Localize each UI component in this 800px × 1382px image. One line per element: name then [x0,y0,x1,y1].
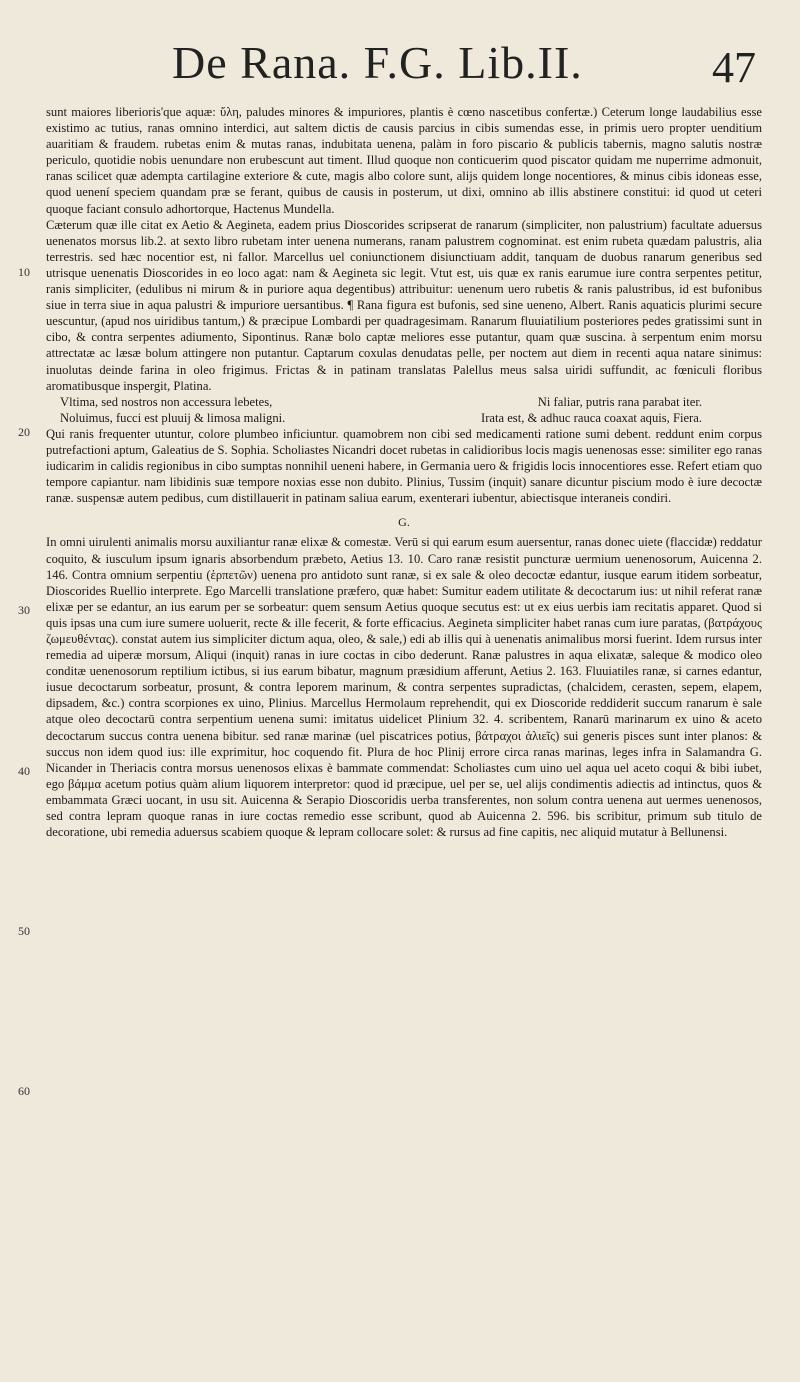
margin-line-number: 50 [18,924,30,938]
verse-right: Irata est, & adhuc rauca coaxat aquis, Fiera. [481,410,702,425]
paragraph: sunt maiores liberioris'que aquæ: ὕλη, paludes minores & impuriores, plantis è cœno nascetibus confertæ.) Ceterum longe laudabilius esse existimo ac tutius, ranas omnino interdici, aut saltem dictis de causis parcius in cibis sumendas esse, in primis uero propter uenditium auaritiam & fraudem. rubetas enim & mutas ranas, indubitata uenena, palàm in foro piscario & publicis tabernis, magno salutis nostræ periculo, quotidie nobis uenundare non erubescunt aut timent. Illud quoque non conticuerim quod piscator quidam me nuperrime admonuit, ranas scilicet quæ adempta cartilagine exteriore & cute, magis albo colore sunt, alijs quidem longe nocentiores, & minus cibis idoneas esse, quod uenení speciem quandam præ se ferant, quibus de causis in posterum, ut dixi, omnino ab illis abstinere constitui: id quod ut ceteri quoque faciant consulo adhortorque, Hactenus Mundella. [46,105,762,216]
body-text [46,104,762,840]
paragraph: Cæterum quæ ille citat ex Aetio & Aegineta, eadem prius Dioscorides scripserat de ranarum (simpliciter, non palustrium) facultate aduersus uenenatos morsus lib.2. at sexto libro rubetam inter uenena numerans, ranam palustrem cognominat. est enim rubeta quædam palustris, alia terrestris. sed hæc nocentior est, ni fallor. Marcellus uel coniunctionem disiunctiuam addit, tanquam de duobus ranarum generibus sed utrisque uenenatis Dioscorides in eo loco agat: nam & Aegineta sic legit. Vtut est, uis quæ ex ranis earumue iure contra serpentes petitur, ranis simpliciter, (edulibus ni mirum & in puriore aqua degentibus) attribuitur: uenenum uero rubetis & ranis palustribus, id est bufonibus siue in terra siue in aqua palustri & impuriore uersantibus. ¶ Rana figura est bufonis, sed sine ueneno, Albert. Ranis aquaticis plurimi secure uescuntur, (apud nos uiridibus tantum,) & præcipue Lombardi per quadragesimam. Ranarum fluuiatilium posteriores pedes gratissimi sunt in cibo, & contra serpentes adiumento, Sipontinus. Ranæ bolo captæ meliores esse putantur, quam quæ suscina. à serpentum enim morsu attrectatæ ac læsæ bolum attingere non putantur. Captarum coxulas denudatas pelle, per noctem aut diem in recenti aqua natare sinimus: inuolutas deinde farina in oleo frigimus. Frictas & in patinam translatas Palellus meus salsa uiridi suffundit, ac fœniculi floribus aromatibusque inspergit, Platina. [46,217,762,393]
running-title: De Rana. F.G. Lib.II. [172,37,583,88]
paragraph: Qui ranis frequenter utuntur, colore plumbeo inficiuntur. quamobrem non cibi sed medicamenti ratione sumi debent. reddunt enim corpus putrefactioni aptum, Galeatius de S. Sophia. Scholiastes Nicandri docet rubetas in calidioribus locis magis uenenosas esse: similiter ego ranas iudicarim in calidis regionibus in cibo sumptas nonnihil ueneni habere, in Germania uero & frigidis locis innocentiores esse. Refert etiam quo tempore capiantur. nam libidinis suæ tempore noxias esse non dubito. Plinius, Tussim (inquit) sanare dicuntur piscium modo è iure decoctæ ranæ. suspensæ autem pedibus, cum distillauerit in patinam saliua earum, exenterari iubentur, abiectisque interaneis condiri. [46,426,762,506]
verse-left: Noluimus, fucci est pluuij & limosa maligni. [60,410,286,425]
margin-line-number: 20 [18,425,30,439]
section-letter: G. [398,515,410,530]
verse-left: Vltima, sed nostros non accessura lebetes, [60,394,273,409]
verse-line [46,410,762,426]
margin-line-number: 30 [18,603,30,617]
margin-line-number: 60 [18,1084,30,1098]
paragraph: In omni uirulenti animalis morsu auxiliantur ranæ elixæ & comestæ. Verū si qui earum esum auersentur, ranas donec uiete (flaccidæ) reddatur coquito, & iusculum ipsum ignaris absorbendum præbeto, Aetius 13. 10. Caro ranæ resistit puncturæ uermium uenenosorum, Auicenna 2. 146. Contra omnium serpentiu (ἑρπετῶν) uenena pro antidoto sunt ranæ, si ex sale & oleo decoctæ edantur, iusque earum itidem sorbeatur, Dioscorides Ruellio interprete. Ego Marcelli translatione præfero, quæ habet: Sumitur eadem utilitate & decoctarum ius: ut nihil referat ranæ elixæ per se edantur, an ius earum per se sorbeatur: quem sensum Aetius quoque secutus est: ut ex eius uerbis iam recitatis apparet. Quod si quis ipsas una cum iure sumere uoluerit, recte & ille fecerit, & forte efficacius. Aegineta simpliciter habet ranas cum iure paratas, (βατράχους ζωμευθέντας). constat autem ius simpliciter dictum aqua, oleo, & sale,) edi ab illis qui à uenenatis animalibus morsi fuerint. Idem rursus inter remedia ad uiperæ morsum, Aliqui (inquit) ranas in iure coctas in cibo dederunt. Ranæ palustres in aqua elixatæ, saleque & modico oleo conditæ uenenosorum reptilium ictibus, si ius earum bibatur, magnum præsidium afferunt, Aetius 2. 163. Fluuiatiles ranæ, si carnes edantur, iusue decoctarum sorbeatur, prosunt, & contra leporem marinum, & contra serpentes supradictas, (chalcidem, cerasten, sepem, elapem, dipsadem, &c.) contra scorpiones ex uino, Plinius. Marcellus Hermolaum reprehendit, qui ex Dioscoride reddiderit succum ranarum è sale atque oleo decoctarū contra serpentium uenena sumi: imitatus uidelicet Plinium 32. 4. scribentem, Ranarū marinarum ex uino & aceto decoctarum succus contra uenena bibitur. sed ranæ marinæ (uel piscatrices potius, βάτραχοι ἁλιεῖς) sui generis pisces sunt inter planos: & succus non idem quod ius: ille exprimitur, hoc coquendo fit. Plura de hoc Plinij errore circa ranas marinas, leges infra in Salamandra G. Nicander in Theriacis contra morsus uenenosos elixas è bammate commendat: Scholiastes cum uino uel aqua uel aceto coqui & bibi iubet, ego βάμμα acetum potius quàm alium liquorem interpretor: quod id præcipue, uel per se, uel alijs condimentis adiectis ad intinctus, quos & embammata Græci uocant, in usu sit. Auicenna & Serapio Dioscoridis uerba transferentes, non solum contra uenena aut uermes uenenosos, sed contra lepram quoque ranas in iure coctas remedio esse scribunt, quod ab Auicenna 2. 596. bis scribitur, primum sub titulo de decoratione, ubi remedia aduersus scabiem quoque & lepram collocare solet: & rursus ad fine capitis, nec aliquid mutatur à Bellunensi. [46,535,762,840]
margin-line-number: 40 [18,764,30,778]
verse-line [46,394,762,410]
verse-right: Ni faliar, putris rana parabat iter. [537,394,702,409]
margin-line-number: 10 [18,265,30,279]
page-number: 47 [712,43,756,92]
